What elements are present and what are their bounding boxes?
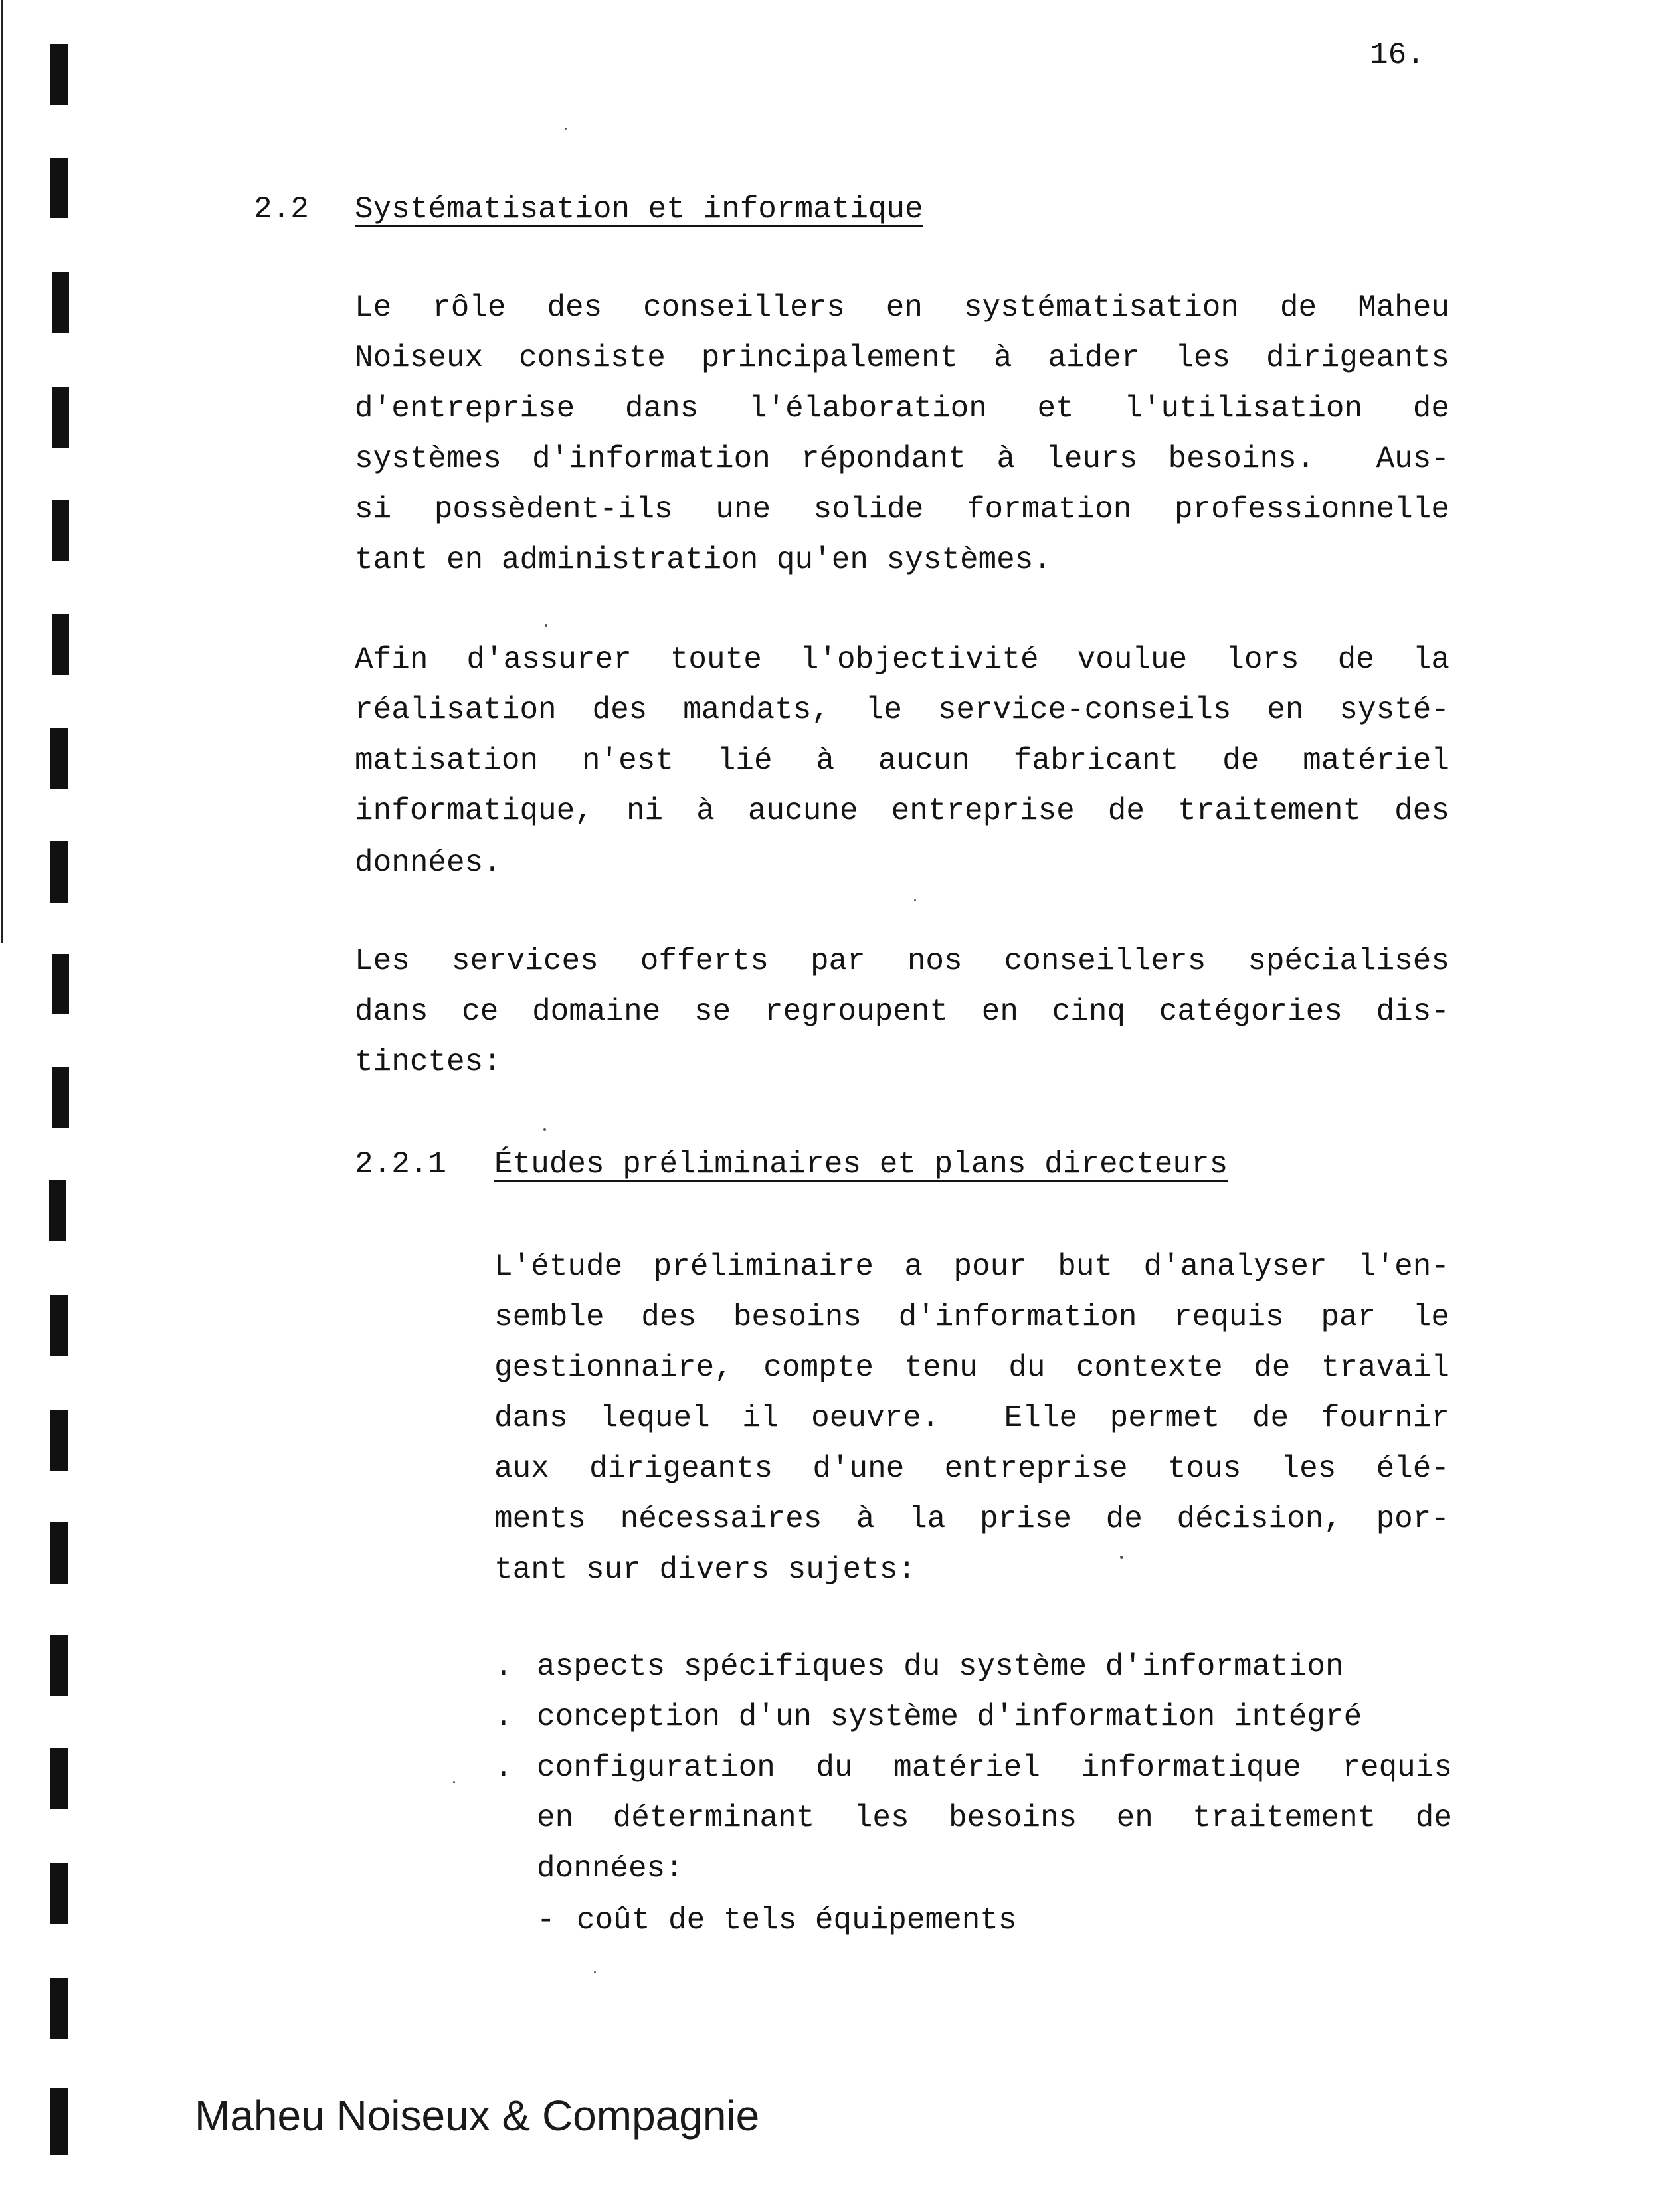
paragraph-line: ments nécessaires à la prise de décision, por- <box>494 1502 1449 1536</box>
paragraph-line: tant en administration qu'en systèmes. <box>355 543 1052 577</box>
scan-speck <box>594 1971 596 1973</box>
scan-speck <box>543 1128 546 1131</box>
paragraph-line: informatique, ni à aucune entreprise de traitement des <box>355 794 1449 828</box>
paragraph-line: dans ce domaine se regroupent en cinq catégories dis- <box>355 994 1449 1029</box>
paragraph-line: si possèdent-ils une solide formation professionnelle <box>355 492 1449 527</box>
scan-speck <box>545 624 547 627</box>
paragraph-line: d'entreprise dans l'élaboration et l'utilisation de <box>355 391 1449 426</box>
bullet-marker: . <box>494 1649 513 1684</box>
footer-company-name: Maheu Noiseux & Compagnie <box>195 2092 760 2140</box>
list-item-text: conception d'un système d'information intégré <box>537 1700 1362 1734</box>
scan-speck <box>565 128 567 130</box>
paragraph-line: Les services offerts par nos conseillers spécialisés <box>355 944 1449 978</box>
list-item-text: en déterminant les besoins en traitement de <box>537 1801 1452 1835</box>
list-item-text: aspects spécifiques du système d'information <box>537 1649 1344 1684</box>
scan-speck <box>453 1781 455 1783</box>
section-title: Systématisation et informatique <box>355 192 923 227</box>
bullet-marker: . <box>494 1700 513 1734</box>
paragraph-line: semble des besoins d'information requis par le <box>494 1300 1449 1334</box>
paragraph-line: Le rôle des conseillers en systématisation de Maheu <box>355 290 1449 325</box>
paragraph-line: aux dirigeants d'une entreprise tous les élé- <box>494 1451 1449 1486</box>
scan-speck <box>914 899 916 901</box>
paragraph-line: réalisation des mandats, le service-conseils en systé- <box>355 693 1449 727</box>
paragraph-line: Noiseux consiste principalement à aider les dirigeants <box>355 341 1449 375</box>
dash-marker: - <box>537 1903 555 1938</box>
paragraph-line: dans lequel il oeuvre. Elle permet de fournir <box>494 1401 1449 1435</box>
paragraph-line: gestionnaire, compte tenu du contexte de travail <box>494 1350 1449 1385</box>
paragraph-line: Afin d'assurer toute l'objectivité voulue lors de la <box>355 642 1449 677</box>
paragraph-line: tant sur divers sujets: <box>494 1552 916 1587</box>
scan-speck <box>1120 1556 1123 1559</box>
list-item-text: données: <box>537 1851 684 1886</box>
page-number: 16. <box>1370 38 1425 72</box>
section-number: 2.2 <box>254 192 309 227</box>
list-item-text: configuration du matériel informatique requis <box>537 1750 1452 1785</box>
binder-holes <box>0 0 80 2192</box>
paragraph-line: systèmes d'information répondant à leurs besoins. Aus- <box>355 442 1449 476</box>
paragraph-line: tinctes: <box>355 1045 502 1079</box>
subsection-title: Études préliminaires et plans directeurs <box>494 1147 1228 1182</box>
paragraph-line: L'étude préliminaire a pour but d'analyser l'en- <box>494 1249 1449 1284</box>
sub-list-item-text: coût de tels équipements <box>577 1903 1017 1938</box>
subsection-number: 2.2.1 <box>355 1147 447 1182</box>
paragraph-line: données. <box>355 846 502 880</box>
bullet-marker: . <box>494 1750 513 1785</box>
paragraph-line: matisation n'est lié à aucun fabricant de matériel <box>355 743 1449 778</box>
